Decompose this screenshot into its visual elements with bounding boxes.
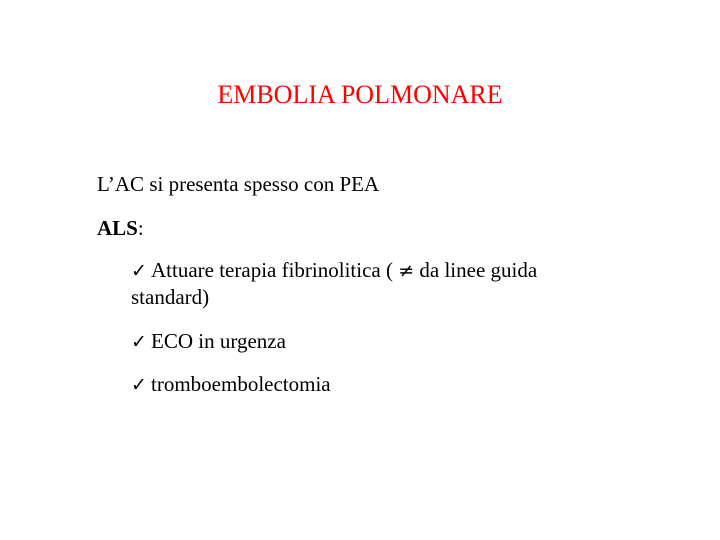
- als-heading: [97, 216, 144, 241]
- checkmark-icon: ✓: [131, 374, 147, 396]
- bullet-item-tromboembolectomia: [131, 372, 331, 398]
- bullet-item-fibrinolitica: [131, 258, 537, 284]
- checkmark-icon: ✓: [131, 260, 147, 282]
- bullet-text-part1: Attuare terapia fibrinolitica (: [151, 258, 399, 282]
- bullet-item-fibrinolitica-continuation: standard): [131, 285, 210, 309]
- als-label: ALS: [97, 216, 138, 240]
- checkmark-icon: ✓: [131, 331, 147, 353]
- bullet-text: tromboembolectomia: [151, 372, 331, 396]
- slide-title: EMBOLIA POLMONARE: [217, 80, 503, 109]
- bullet-text-part2: da linee guida: [414, 258, 538, 282]
- not-equal-symbol: ≠: [398, 260, 415, 282]
- als-colon: :: [137, 216, 144, 240]
- bullet-text: ECO in urgenza: [151, 329, 286, 353]
- bullet-item-eco: [131, 329, 286, 355]
- intro-text: L’AC si presenta spesso con PEA: [97, 172, 380, 196]
